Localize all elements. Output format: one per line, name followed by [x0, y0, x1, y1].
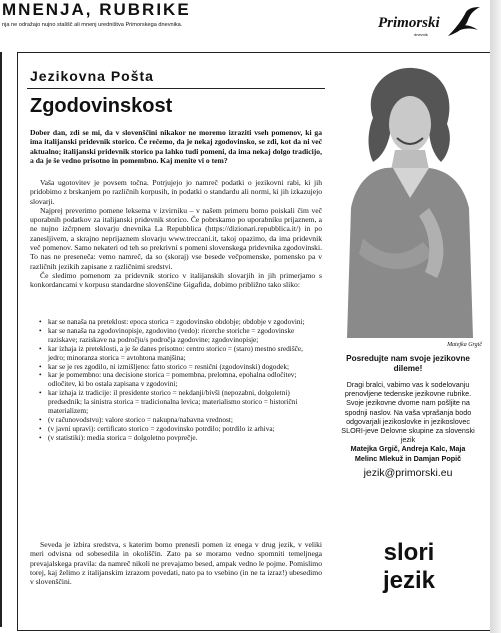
logo-wordmark: Primorski	[378, 15, 440, 31]
paragraph-4: Seveda je izbira sredstva, s katerim bomo prenesli pomen iz enega v drug jezik, v veliki meri odvisna od sobesedila in okoliščin. Zato pa se moramo vedno spomniti temeljnega prevajalskega pravila: da namreč nikoli ne prevajamo besed, ampak vedno le pojme. Pomislimo torej, kaj želimo z italijanskim izrazom povedati, nato pa to vsebino (in ne ta izraz!) ubesedimo v slovenščini.	[30, 540, 322, 587]
meanings-list	[48, 318, 320, 443]
seagull-icon	[446, 6, 482, 38]
paragraph-2: Najprej preverimo pomene leksema v izvirniku – v našem primeru bomo poiskali čim več uporabnih podatkov za italijanski pridevnik storico. Če pobrskamo po uporabniku prijaznem, a ne nujno izčrpnem slovarju dnevnika La Repubblica (https://dizionari.repubblica.it/) in po zanesljivem, a skrajno neprijaznem slovarju www.treccani.it, takoj opazimo, da ima pridevnik več pomenov. Samo nekateri od teh so prekrivni s pomeni slovenskega pridevnika zgodovinski. To nas ne preseneča: vemo namreč, da so (skoraj) vse besede večpomenske, pomensko pa v različnih jezikih zapisane z različnimi sredstvi.	[30, 205, 322, 271]
svg-text:jezik: jezik	[382, 567, 436, 594]
slori-jezik-logo	[364, 536, 454, 594]
list-item: • (v javni upravi): certificato storico = zgodovinsko potrdilo; potrdilo iz arhiva;	[48, 425, 320, 434]
paragraph-3: Če sledimo pomenom za pridevnik storico v italijanskih slovarjih in jih primerjamo s konkordancami v korpusu standardne slovenščine Gigafida, dobimo približno tako sliko:	[30, 270, 322, 290]
box-names: Matejka Grgič, Andreja Kalc, Maja Melinc Mlekuž in Damjan Popič	[350, 444, 466, 463]
box-body: Dragi bralci, vabimo vas k sodelovanju prenovljene tedenske jezikovne rubrike. Svoje jezikovne dvome nam pošljite na spodnji naslov. Na vaša vprašanja bodo odgovarjali jezikoslovke in jezikoslovec SLORI-jeve Delovne skupine za slovenski jezik	[341, 380, 475, 445]
list-item: • kar se je res zgodilo, ni izmišljeno: fatto storico = resnični (zgodovinski) dogodek;	[48, 363, 320, 372]
primorski-logo	[378, 6, 482, 38]
rubric-divider	[27, 88, 325, 89]
reader-question-text: Dober dan, zdi se mi, da v slovenščini nikakor ne moremo izraziti vseh pomenov, ki ga ima italijanski pridevnik storico. Če rečemo, da je nekaj zgodovinsko, se zdi, kot da ni več aktualno; italijanski pridevnik storico pa lahko tudi pomeni, da ima nekaj dolgo tradicijo, a da je še vedno prisotno in pomembno. Kaj menite vi o tem?	[30, 128, 322, 165]
call-for-questions-box	[333, 354, 483, 478]
photo-caption: Matejka Grgič	[447, 342, 482, 348]
reader-question	[30, 128, 322, 165]
list-item: • kar je pomembno: una decisione storica = pomembna, prelomna, epohalna odločitev; odločitev, ki bo ostala zapisana v zgodovini;	[48, 371, 320, 389]
list-item: • kar izhaja iz tradicije: il presidente storico = nekdanji/bivši (nepozabni, dolgoletni) predsednik; la sinistra storica = tradicionalna levica; materialismo storico = historični materializem;	[48, 389, 320, 416]
list-item: • (v statistiki): media storica = dolgoletno povprečje.	[48, 434, 320, 443]
list-item: • (v računovodstvu): valore storico = nakupna/nabavna vrednost;	[48, 416, 320, 425]
rubric-title: Jezikovna Pošta	[30, 68, 154, 84]
paragraph-1: Vaša ugotovitev je povsem točna. Potrjujejo jo namreč podatki o jezikovni rabi, ki jih pridobimo z brskanjem po različnih korpusih, in podatki o standardu ali normi, ki jih izkazujejo slovarji.	[30, 178, 322, 206]
contact-email[interactable]: jezik@primorski.eu	[363, 466, 453, 479]
box-title: Posredujte nam svoje jezikovne dileme!	[346, 354, 470, 373]
list-item: • kar se nanaša na preteklost: epoca storica = zgodovinsko obdobje; obdobje v zgodovini;	[48, 318, 320, 327]
article-body-top	[30, 178, 322, 290]
adjacent-article-border	[0, 52, 2, 627]
list-item: • kar izhaja iz preteklosti, a je še danes prisotno: centro storico = (staro) mestno središče, jedro; minoranza storica = avtohtona manjšina;	[48, 345, 320, 363]
logo-small-text: dnevnik	[414, 32, 428, 37]
section-title: MNENJA, RUBRIKE	[2, 0, 191, 19]
author-photo	[333, 58, 483, 338]
section-disclaimer: nja ne odražajo nujno stališč ali mnenj uredništva Primorskega dnevnika.	[2, 22, 183, 28]
list-item: • kar se nanaša na zgodovinopisje, zgodovino (vedo): ricerche storiche = zgodovinske raziskave; raziskave na področju/s področja zgodovine; zgodovinopisje;	[48, 327, 320, 345]
article-body-bottom	[30, 540, 322, 586]
article-headline: Zgodovinskost	[30, 95, 173, 117]
page-shadow	[490, 0, 501, 633]
svg-text:slori: slori	[383, 539, 435, 566]
